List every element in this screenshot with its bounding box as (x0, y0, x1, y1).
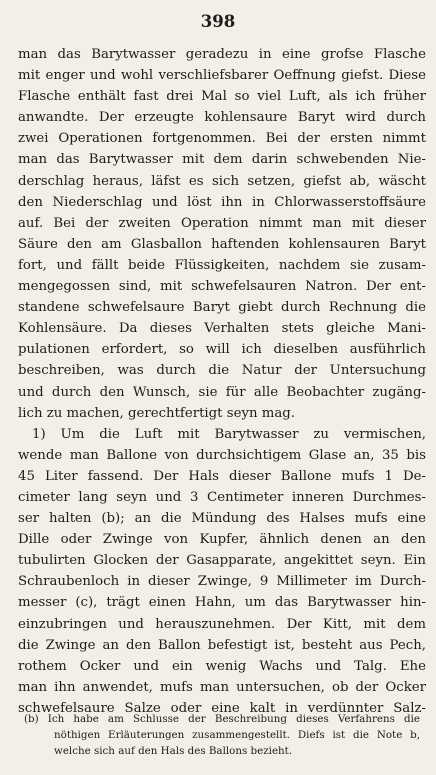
text-line: schwefelsaure Salze oder eine kalt in verdünnter Salz- (18, 700, 426, 716)
text-line: fort, und fällt beide Flüssigkeiten, nachdem sie zusam- (18, 257, 426, 273)
text-line: den Niederschlag und löst ihn in Chlorwasserstoffsäure (18, 194, 426, 210)
text-line: cimeter lang seyn und 3 Centimeter inneren Durchmes- (18, 489, 426, 505)
text-line: tubulirten Glocken der Gasapparate, angekittet seyn. Ein (18, 553, 426, 569)
text-line: man das Barytwasser mit dem darin schwebenden Nie- (18, 152, 426, 168)
text-line: rothem Ocker und ein wenig Wachs und Talg. Ehe (18, 658, 426, 674)
text-line: pulationen erfordert, so will ich dieselben ausführlich (18, 342, 426, 358)
text-line: mit enger und wohl verschliefsbarer Oeffnung giefst. Diese (18, 68, 426, 84)
text-line: 45 Liter fassend. Der Hals dieser Ballone mufs 1 De- (18, 468, 426, 484)
text-line: anwandte. Der erzeugte kohlensaure Baryt wird durch (18, 110, 426, 126)
footnote-line: nöthigen Erläuterungen zusammengestellt. Diefs ist die Note b, (54, 728, 420, 741)
footnote (24, 712, 420, 759)
footnote-line: (b) Ich habe am Schlusse der Beschreibung dieses Verfahrens die (24, 713, 420, 725)
text-line: lich zu machen, gerechtfertigt seyn mag. (18, 405, 296, 421)
text-line: zwei Operationen fortgenommen. Bei der ersten nimmt (18, 131, 426, 147)
text-line: mengegossen sind, mit schwefelsauren Natron. Der ent- (18, 279, 426, 295)
footnote-line: welche sich auf den Hals des Ballons bezieht. (54, 744, 293, 757)
text-line: Kohlensäure. Da dieses Verhalten stets gleiche Mani- (18, 321, 426, 337)
page-number: 398 (200, 12, 236, 31)
text-line: man das Barytwasser geradezu in eine grofse Flasche (18, 47, 426, 62)
text-line: man ihn anwendet, mufs man untersuchen, ob der Ocker (18, 679, 426, 695)
text-line: derschlag heraus, läfst es sich setzen, giefst ab, wäscht (18, 173, 426, 189)
text-line: standene schwefelsaure Baryt giebt durch Rechnung die (18, 300, 426, 316)
text-line: ser halten (b); an die Mündung des Halses mufs eine (18, 511, 426, 527)
text-line: messer (c), trägt einen Hahn, um das Barytwasser hin- (18, 595, 426, 611)
paragraph-first-line: 1) Um die Luft mit Barytwasser zu vermischen, (32, 426, 426, 442)
text-line: Säure den am Glasballon haftenden kohlensauren Baryt (18, 236, 426, 252)
text-line: beschreiben, was durch die Natur der Untersuchung (18, 363, 426, 379)
text-line: die Zwinge an den Ballon befestigt ist, besteht aus Pech, (18, 637, 426, 653)
body-text (18, 44, 426, 719)
text-line: wende man Ballone von durchsichtigem Glase an, 35 bis (18, 447, 426, 463)
text-line: Dille oder Zwinge von Kupfer, ähnlich denen an den (18, 532, 426, 548)
text-line: auf. Bei der zweiten Operation nimmt man mit dieser (18, 215, 426, 231)
text-line: Flasche enthält fast drei Mal so viel Luft, als ich früher (18, 89, 426, 105)
text-line: einzubringen und herauszunehmen. Der Kitt, mit dem (18, 616, 426, 632)
text-line: Schraubenloch in dieser Zwinge, 9 Millimeter im Durch- (18, 574, 426, 590)
text-line: und durch den Wunsch, sie für alle Beobachter zugäng- (18, 384, 426, 400)
